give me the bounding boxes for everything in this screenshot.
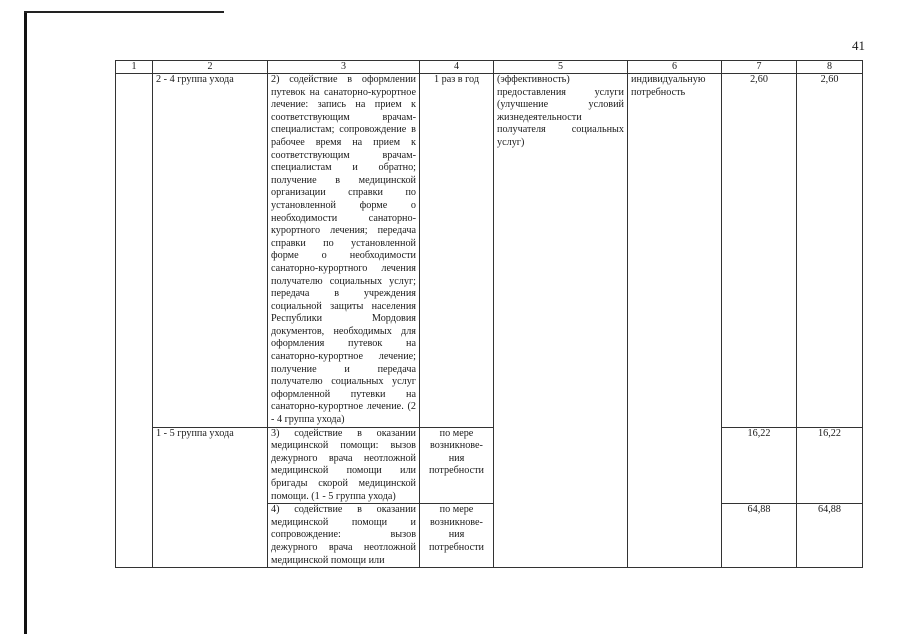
- header-col-1: 1: [116, 61, 153, 74]
- frequency-cell: по мере возникнове-ния потребности: [420, 427, 494, 504]
- row-number-cell: [116, 74, 153, 568]
- table-row: [116, 74, 863, 428]
- effectiveness-cell: (эффективность) предоставления услуги (улучшение условий жизнедеятельности получателя социальных услуг): [494, 74, 628, 568]
- cost-cell: 64,88: [797, 504, 863, 568]
- tariff-cell: 2,60: [722, 74, 797, 428]
- service-description-cell: 4) содействие в оказании медицинской помощи и сопровождение: вызов дежурного врача неотложной медицинской помощи или: [268, 504, 420, 568]
- frequency-cell: по мере возникнове-ния потребности: [420, 504, 494, 568]
- tariff-cell: 16,22: [722, 427, 797, 504]
- cost-cell: 2,60: [797, 74, 863, 428]
- care-group-cell: 1 - 5 группа ухода: [153, 427, 268, 568]
- header-col-7: 7: [722, 61, 797, 74]
- header-row: [116, 61, 863, 74]
- care-group-cell: 2 - 4 группа ухода: [153, 74, 268, 428]
- cost-cell: 16,22: [797, 427, 863, 504]
- table-row: [116, 427, 863, 504]
- scan-edge-top: [24, 11, 224, 13]
- services-table: [115, 60, 863, 568]
- page-number: 41: [852, 38, 865, 53]
- header-col-8: 8: [797, 61, 863, 74]
- header-col-3: 3: [268, 61, 420, 74]
- header-col-5: 5: [494, 61, 628, 74]
- service-description-cell: 3) содействие в оказании медицинской помощи: вызов дежурного врача неотложной медицинской помощи или бригады скорой медицинской помощи. (1 - 5 группа ухода): [268, 427, 420, 504]
- frequency-cell: 1 раз в год: [420, 74, 494, 428]
- header-col-6: 6: [628, 61, 722, 74]
- header-col-2: 2: [153, 61, 268, 74]
- service-description-cell: 2) содействие в оформлении путевок на санаторно-курортное лечение: запись на прием к соответствующим врачам-специалистам; сопровождение в рабочее время на прием к соответствующим врачам-специалистам и обратно; получение в медицинской организации справки по установленной форме о необходимости санаторно-курортного лечения; передача справки по установленной форме о необходимости санаторно-курортного лечения получателю социальных услуг; передача в учреждения социальной защиты населения Республики Мордовия документов, необходимых для оформления путевок на санаторно-курортное лечение; получение и передача получателю социальных услуг оформленной путевки на санаторно-курортное лечение. (2 - 4 группа ухода): [268, 74, 420, 428]
- tariff-cell: 64,88: [722, 504, 797, 568]
- header-col-4: 4: [420, 61, 494, 74]
- need-cell: индивидуальную потребность: [628, 74, 722, 568]
- scan-edge-left: [24, 12, 27, 634]
